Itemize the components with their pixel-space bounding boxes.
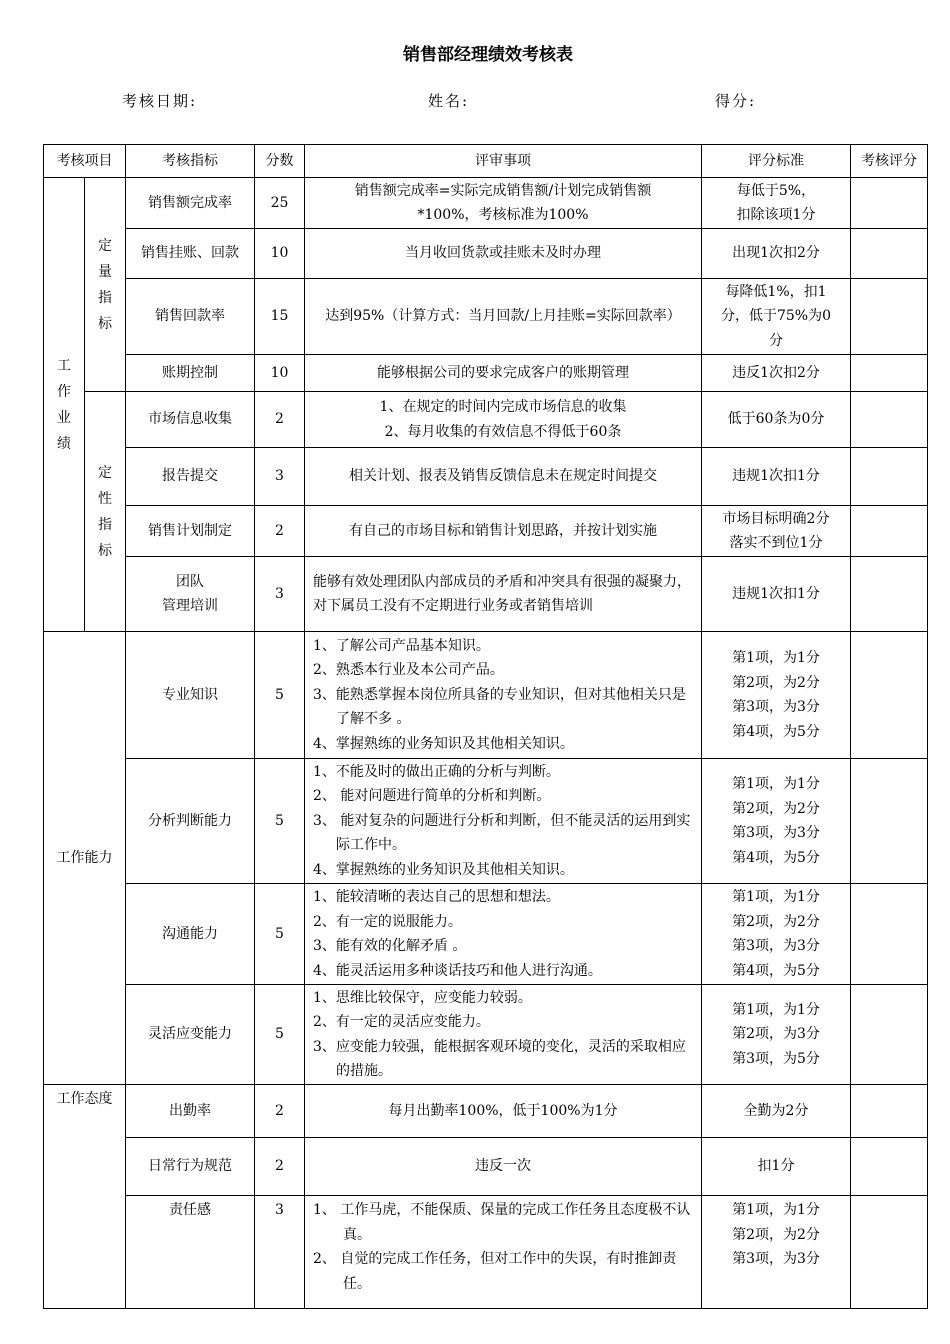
indicator-cell: 销售计划制定 <box>126 506 255 557</box>
standard-cell: 全勤为2分 <box>702 1085 851 1138</box>
score-label: 得分: <box>715 92 757 110</box>
score-cell: 10 <box>255 355 305 392</box>
matters-cell: 1、了解公司产品基本知识。 2、熟悉本行业及本公司产品。 3、能熟悉掌握本岗位所具备的专业知识，但对其他相关只是了解不多 。 4、掌握熟练的业务知识及其他相关知识。 <box>305 632 702 759</box>
table-row <box>44 229 928 279</box>
matters-cell: 销售额完成率=实际完成销售额/计划完成销售额 *100%，考核标准为100% <box>305 178 702 229</box>
score-cell: 5 <box>255 632 305 759</box>
table-row <box>44 1196 928 1309</box>
rating-cell[interactable] <box>851 506 928 557</box>
header-row <box>44 145 928 178</box>
score-cell: 5 <box>255 985 305 1085</box>
indicator-cell: 出勤率 <box>126 1085 255 1138</box>
group-quantitative: 定 量 指 标 <box>85 178 126 392</box>
rating-cell[interactable] <box>851 355 928 392</box>
standard-cell: 市场目标明确2分 落实不到位1分 <box>702 506 851 557</box>
standard-cell: 低于60条为0分 <box>702 392 851 448</box>
matters-cell: 当月收回货款或挂账未及时办理 <box>305 229 702 279</box>
matters-cell: 1、 工作马虎，不能保质、保量的完成工作任务且态度极不认真。 2、 自觉的完成工作任务，但对工作中的失误，有时推卸责任。 <box>305 1196 702 1309</box>
indicator-cell: 日常行为规范 <box>126 1138 255 1196</box>
score-cell: 3 <box>255 557 305 632</box>
matters-cell: 达到95%（计算方式：当月回款/上月挂账=实际回款率） <box>305 279 702 355</box>
group-work-attitude: 工作态度 <box>44 1085 126 1309</box>
group-work-ability: 工作能力 <box>44 632 126 1085</box>
rating-cell[interactable] <box>851 279 928 355</box>
header-indicator: 考核指标 <box>126 145 255 178</box>
score-cell: 2 <box>255 1138 305 1196</box>
header-category: 考核项目 <box>44 145 126 178</box>
table-row <box>44 884 928 985</box>
indicator-cell: 分析判断能力 <box>126 759 255 884</box>
table-row <box>44 557 928 632</box>
rating-cell[interactable] <box>851 557 928 632</box>
matters-cell: 能够有效处理团队内部成员的矛盾和冲突具有很强的凝聚力，对下属员工没有不定期进行业务或者销售培训 <box>305 557 702 632</box>
score-cell: 3 <box>255 1196 305 1309</box>
standard-cell: 出现1次扣2分 <box>702 229 851 279</box>
score-cell: 5 <box>255 759 305 884</box>
table-row <box>44 1138 928 1196</box>
table-row <box>44 178 928 229</box>
header-standard: 评分标准 <box>702 145 851 178</box>
score-cell: 10 <box>255 229 305 279</box>
rating-cell[interactable] <box>851 229 928 279</box>
rating-cell[interactable] <box>851 448 928 506</box>
standard-cell: 第1项，为1分 第2项，为2分 第3项，为3分 第4项，为5分 <box>702 884 851 985</box>
matters-cell: 违反一次 <box>305 1138 702 1196</box>
indicator-cell: 团队 管理培训 <box>126 557 255 632</box>
score-cell: 15 <box>255 279 305 355</box>
indicator-cell: 专业知识 <box>126 632 255 759</box>
indicator-cell: 销售额完成率 <box>126 178 255 229</box>
table-row <box>44 279 928 355</box>
indicator-cell: 灵活应变能力 <box>126 985 255 1085</box>
table-row <box>44 1085 928 1138</box>
indicator-cell: 账期控制 <box>126 355 255 392</box>
header-matters: 评审事项 <box>305 145 702 178</box>
standard-cell: 第1项，为1分 第2项，为2分 第3项，为3分 第4项，为5分 <box>702 632 851 759</box>
matters-cell: 1、在规定的时间内完成市场信息的收集 2、每月收集的有效信息不得低于60条 <box>305 392 702 448</box>
rating-cell[interactable] <box>851 1085 928 1138</box>
matters-cell: 能够根据公司的要求完成客户的账期管理 <box>305 355 702 392</box>
assessment-table <box>43 144 928 1309</box>
standard-cell: 违反1次扣2分 <box>702 355 851 392</box>
table-row <box>44 448 928 506</box>
rating-cell[interactable] <box>851 985 928 1085</box>
rating-cell[interactable] <box>851 1196 928 1309</box>
standard-cell: 第1项，为1分 第2项，为2分 第3项，为3分 第4项，为5分 <box>702 759 851 884</box>
indicator-cell: 销售回款率 <box>126 279 255 355</box>
table-row <box>44 392 928 448</box>
rating-cell[interactable] <box>851 1138 928 1196</box>
standard-cell: 每低于5%， 扣除该项1分 <box>702 178 851 229</box>
header-score: 分数 <box>255 145 305 178</box>
score-cell: 25 <box>255 178 305 229</box>
score-cell: 5 <box>255 884 305 985</box>
indicator-cell: 市场信息收集 <box>126 392 255 448</box>
score-cell: 2 <box>255 506 305 557</box>
group-qualitative: 定 性 指 标 <box>85 392 126 632</box>
page-title: 销售部经理绩效考核表 <box>403 45 573 65</box>
standard-cell: 违规1次扣1分 <box>702 557 851 632</box>
standard-cell: 违规1次扣1分 <box>702 448 851 506</box>
score-cell: 3 <box>255 448 305 506</box>
score-cell: 2 <box>255 392 305 448</box>
matters-cell: 1、思维比较保守，应变能力较弱。 2、有一定的灵活应变能力。 3、应变能力较强，能根据客观环境的变化，灵活的采取相应的措施。 <box>305 985 702 1085</box>
standard-cell: 每降低1%，扣1分，低于75%为0分 <box>702 279 851 355</box>
indicator-cell: 沟通能力 <box>126 884 255 985</box>
standard-cell: 第1项，为1分 第2项，为3分 第3项，为5分 <box>702 985 851 1085</box>
indicator-cell: 销售挂账、回款 <box>126 229 255 279</box>
table-row <box>44 355 928 392</box>
matters-cell: 1、能较清晰的表达自己的思想和想法。 2、有一定的说服能力。 3、能有效的化解矛盾 。 4、能灵活运用多种谈话技巧和他人进行沟通。 <box>305 884 702 985</box>
standard-cell: 第1项，为1分 第2项，为2分 第3项，为3分 <box>702 1196 851 1309</box>
matters-cell: 有自己的市场目标和销售计划思路，并按计划实施 <box>305 506 702 557</box>
matters-cell: 相关计划、报表及销售反馈信息未在规定时间提交 <box>305 448 702 506</box>
matters-cell: 每月出勤率100%，低于100%为1分 <box>305 1085 702 1138</box>
group-work-performance: 工 作 业 绩 <box>44 178 85 632</box>
indicator-cell: 报告提交 <box>126 448 255 506</box>
name-label: 姓名: <box>428 92 470 110</box>
table-row <box>44 985 928 1085</box>
indicator-cell: 责任感 <box>126 1196 255 1309</box>
rating-cell[interactable] <box>851 884 928 985</box>
matters-cell: 1、不能及时的做出正确的分析与判断。 2、 能对问题进行简单的分析和判断。 3、 能对复杂的问题进行分析和判断，但不能灵活的运用到实际工作中。 4、掌握熟练的业务知识及其他相关知识。 <box>305 759 702 884</box>
table-row <box>44 506 928 557</box>
rating-cell[interactable] <box>851 178 928 229</box>
score-cell: 2 <box>255 1085 305 1138</box>
assessment-date-label: 考核日期: <box>122 92 198 110</box>
table-row <box>44 632 928 759</box>
header-rating: 考核评分 <box>851 145 928 178</box>
table-row <box>44 759 928 884</box>
rating-cell[interactable] <box>851 632 928 759</box>
rating-cell[interactable] <box>851 759 928 884</box>
standard-cell: 扣1分 <box>702 1138 851 1196</box>
rating-cell[interactable] <box>851 392 928 448</box>
